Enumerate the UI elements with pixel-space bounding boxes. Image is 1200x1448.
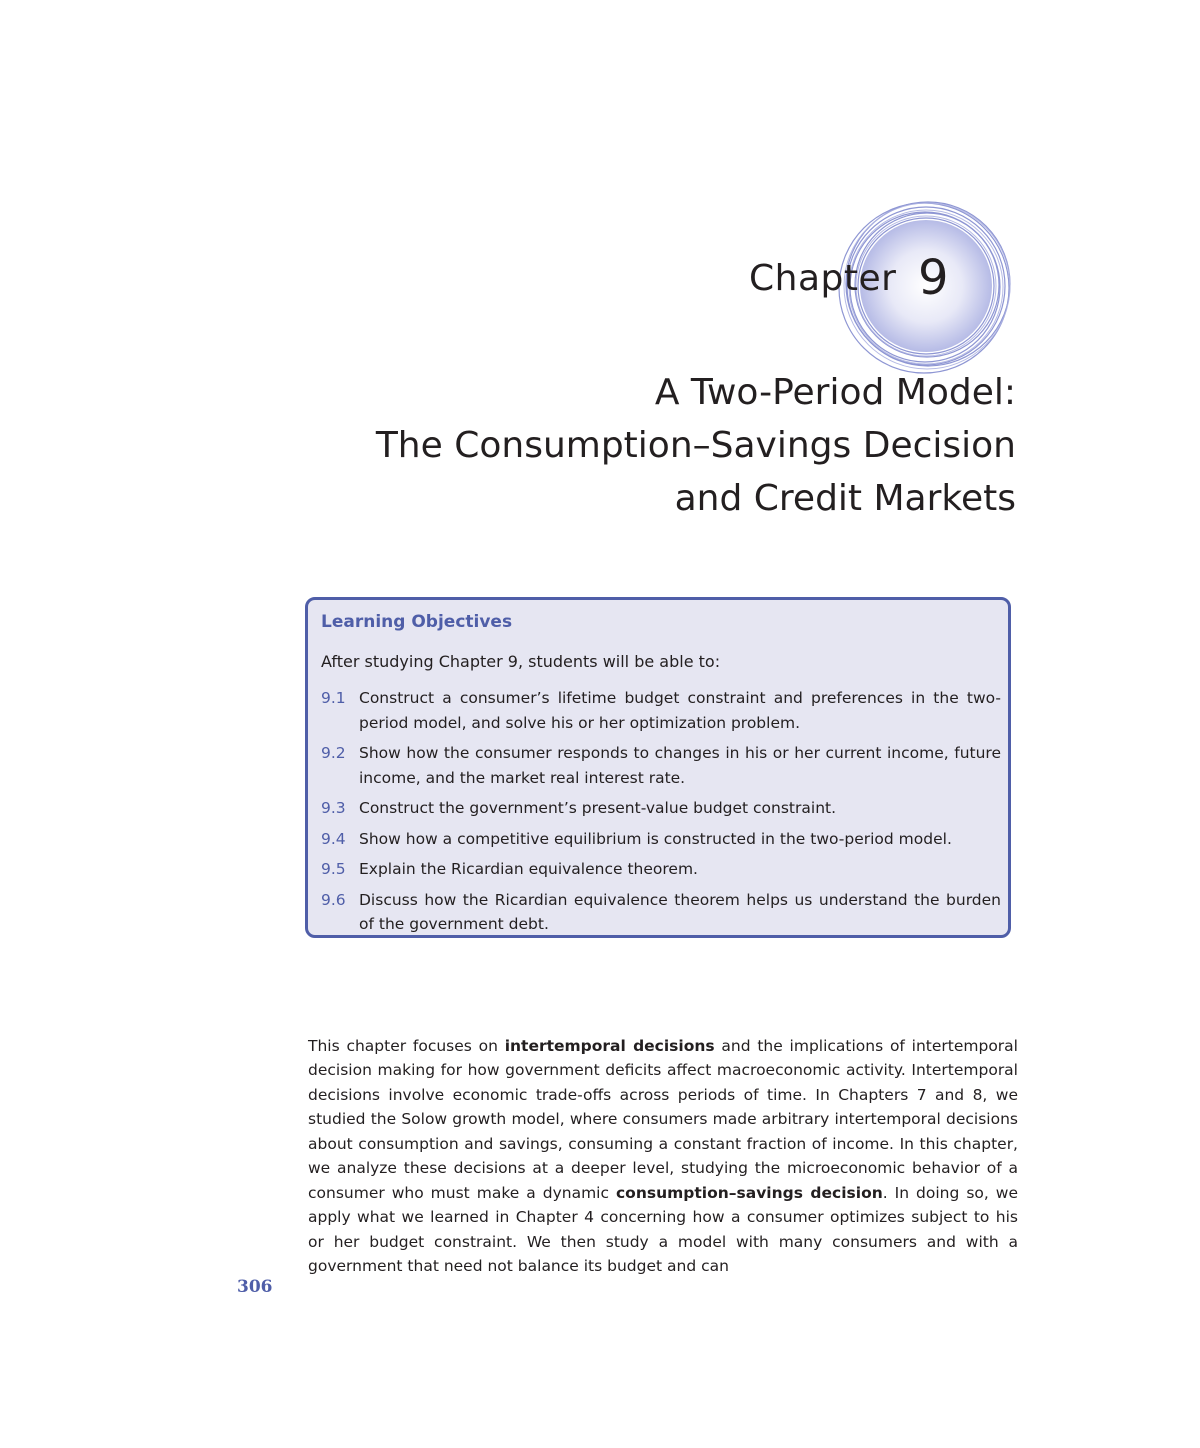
objective-text: Show how a competitive equilibrium is constructed in the two-period model.: [359, 829, 952, 848]
learning-objectives-box: [305, 597, 1011, 938]
page-number: 306: [237, 1277, 273, 1297]
objective-item: [321, 796, 1001, 821]
body-text-segment: This chapter focuses on: [308, 1036, 505, 1055]
objective-item: [321, 686, 1001, 735]
objective-text: Discuss how the Ricardian equivalence theorem helps us understand the burden of the government debt.: [359, 890, 1001, 933]
objectives-list: [321, 686, 1001, 943]
objective-text: Construct the government’s present-value budget constraint.: [359, 799, 837, 817]
objective-number: 9.4: [321, 829, 346, 848]
title-line: and Credit Markets: [674, 478, 1016, 519]
objective-item: [321, 741, 1001, 790]
learning-objectives-intro: After studying Chapter 9, students will be able to:: [321, 652, 721, 671]
objective-number: 9.5: [321, 860, 346, 878]
key-term: intertemporal decisions: [504, 1036, 715, 1055]
objective-item: [321, 857, 1001, 882]
chapter-title: [376, 366, 1016, 525]
objective-number: 9.1: [321, 689, 346, 707]
objective-text: Explain the Ricardian equivalence theorem.: [359, 860, 698, 878]
body-paragraph: [308, 1034, 1018, 1279]
chapter-number: 9: [918, 250, 949, 306]
objective-text: Show how the consumer responds to changes in his or her current income, future income, and the market real interest rate.: [359, 744, 1001, 787]
learning-objectives-heading: Learning Objectives: [321, 612, 513, 632]
key-term: consumption–savings decision: [615, 1183, 883, 1202]
chapter-label: Chapter: [749, 258, 897, 299]
objective-text: Construct a consumer’s lifetime budget constraint and preferences in the two-period model, and solve his or her optimization problem.: [359, 689, 1001, 732]
title-line: The Consumption–Savings Decision: [375, 425, 1016, 466]
objective-number: 9.2: [321, 744, 346, 762]
objective-number: 9.3: [321, 799, 346, 817]
objective-number: 9.6: [321, 890, 346, 909]
body-text-segment: and the implications of intertemporal decision making for how government deficits affect macroeconomic activity. Intertemporal decisions involve economic trade-offs across periods of time. In Chapters 7 and 8, we studied the Solow growth model, where consumers made arbitrary intertemporal decisions about consumption and savings, consuming a constant fraction of income. In this chapter, we analyze these decisions at a deeper level, studying the microeconomic behavior of a consumer who must make a dynamic: [308, 1036, 1018, 1202]
body-text-segment: . In doing so, we apply what we learned in Chapter 4 concerning how a consumer optimizes subject to his or her budget constraint. We then study a model with many consumers and with a government that need not balance its budget and can: [308, 1183, 1018, 1275]
title-line: A Two-Period Model:: [654, 372, 1016, 413]
objective-item: [321, 827, 1001, 852]
objective-item: [321, 888, 1001, 937]
